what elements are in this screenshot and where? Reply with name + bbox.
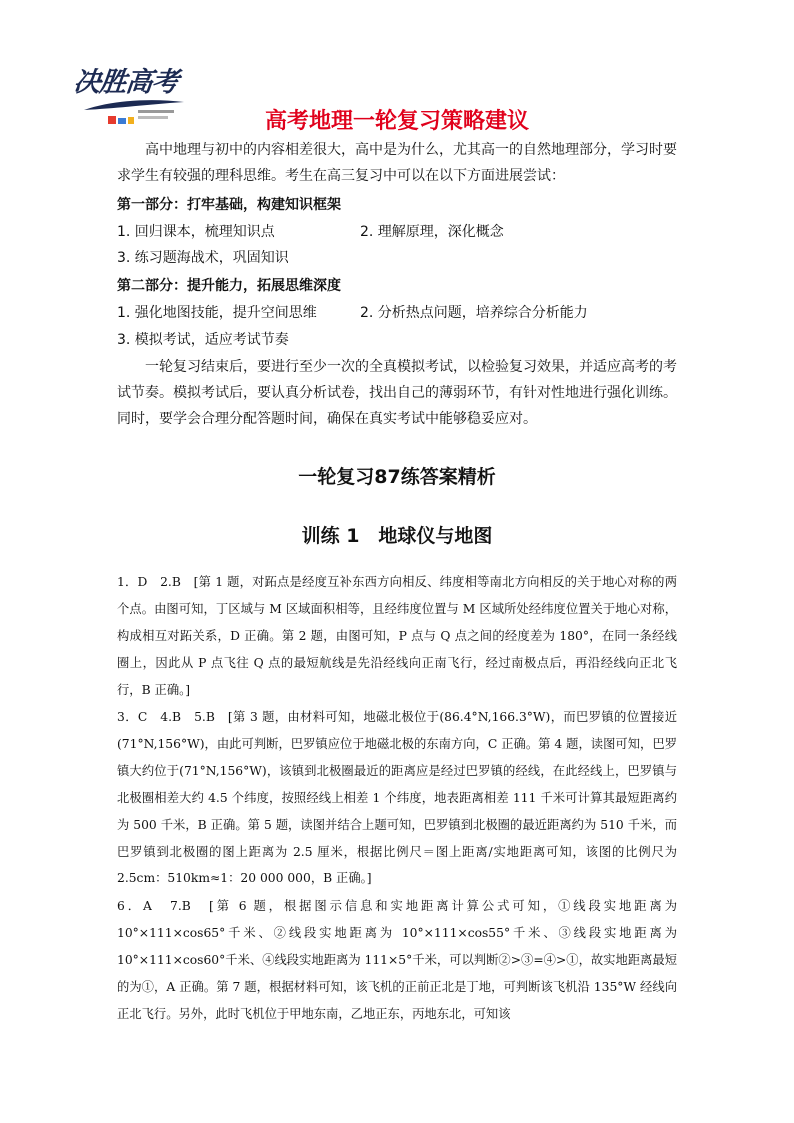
part2-item-2: 2. 分析热点问题，培养综合分析能力 — [360, 305, 588, 321]
part2-item-3: 3. 模拟考试，适应考试节奏 — [117, 332, 289, 348]
answer-block-1: 1．D 2.B [第 1 题，对跖点是经度互补东西方向相反、纬度相等南北方向相反的关于地心对称的两个点。由图可知，丁区域与 M 区域面积相等，且经纬度位置与 M 区域所处经纬度位置关于地心对称，构成相互对跖关系，D 正确。第 2 题，由图可知，P 点与 Q 点之间的经度差为 180°，在同一条经线圈上，因此从 P 点飞往 Q 点的最短航线是先沿经线向正南飞行，经过南极点后，再沿经线向正北飞行，B 正确。] — [117, 575, 677, 697]
part2-item-1: 1. 强化地图技能，提升空间思维 — [117, 305, 317, 321]
part1-item-2: 2. 理解原理，深化概念 — [360, 224, 504, 240]
answer-block-3: 3．C 4.B 5.B [第 3 题，由材料可知，地磁北极位于(86.4°N,166.3°W)，而巴罗镇的位置接近(71°N,156°W)，由此可判断，巴罗镇应位于地磁北极的东南方向，C 正确。第 4 题，读图可知，巴罗镇大约位于(71°N,156°W)，该镇到北极圈最近的距离应是经过巴罗镇的经线，在此经线上，巴罗镇与北极圈相差大约 4.5 个纬度，按照经线上相差 1 个纬度，地表距离相差 111 千米可计算其最短距离约为 500 千米，B 正确。第 5 题，读图并结合上题可知，巴罗镇到北极圈的最近距离约为 510 千米，而巴罗镇到北极圈的图上距离为 2.5 厘米，根据比例尺＝图上距离/实地距离可知，该图的比例尺为 2.5cm：510km≈1：20 000 000，B 正确。] — [117, 710, 677, 886]
logo-text: 决胜高考 — [72, 67, 180, 98]
page-title: 高考地理一轮复习策略建议 — [264, 109, 529, 134]
mock-exam-paragraph: 一轮复习结束后，要进行至少一次的全真模拟考试，以检验复习效果，并适应高考的考试节奏。模拟考试后，要认真分析试卷，找出自己的薄弱环节，有针对性地进行强化训练。同时，要学会合理分配答题时间，确保在真实考试中能够稳妥应对。 — [117, 359, 677, 427]
part1-item-3: 3. 练习题海战术，巩固知识 — [117, 250, 289, 266]
answer-block-6: 6．A 7.B [第 6 题，根据图示信息和实地距离计算公式可知，①线段实地距离为 10°×111×cos65°千米、②线段实地距离为 10°×111×cos55°千米、③线段实地距离为 10°×111×cos60°千米、④线段实地距离为 111×5°千米，可以判断②>③=④>①，故实地距离最短的为①，A 正确。第 7 题，根据材料可知，该飞机的正前正北是丁地，可判断该飞机沿 135°W 经线向正北飞行。另外，此时飞机位于甲地东南，乙地正东，丙地东北，可知该 — [117, 899, 677, 1021]
part1-heading: 第一部分：打牢基础，构建知识框架 — [117, 197, 341, 213]
part1-item-1: 1. 回归课本，梳理知识点 — [117, 224, 275, 240]
training-title: 训练 1 地球仪与地图 — [301, 525, 493, 547]
section-title: 一轮复习87练答案精析 — [298, 466, 496, 488]
intro-paragraph: 高中地理与初中的内容相差很大，高中是为什么，尤其高一的自然地理部分，学习时要求学生有较强的理科思维。考生在高三复习中可以在以下方面进展尝试： — [117, 142, 677, 184]
part2-heading: 第二部分：提升能力，拓展思维深度 — [117, 278, 341, 294]
